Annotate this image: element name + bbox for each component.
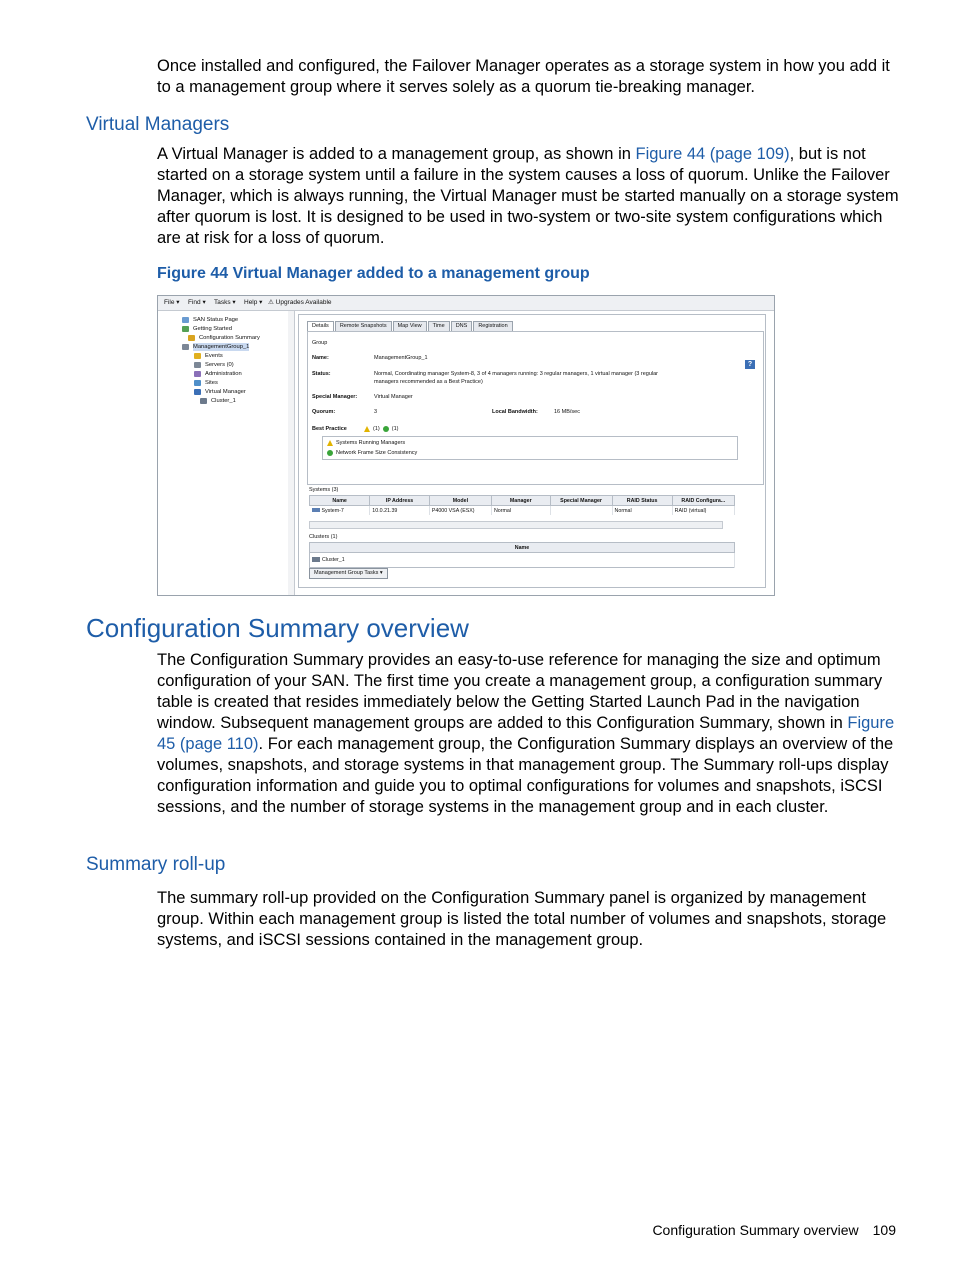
manager-cell: Normal bbox=[491, 506, 550, 516]
config-summary-icon bbox=[188, 335, 195, 341]
systems-header-row bbox=[310, 496, 735, 506]
tab-dns[interactable]: DNS bbox=[451, 321, 473, 331]
nav-management-group[interactable]: ManagementGroup_1 bbox=[193, 344, 250, 350]
figure-44-link[interactable]: Figure 44 (page 109) bbox=[635, 145, 790, 163]
cluster-name: Cluster_1 bbox=[322, 557, 345, 563]
status-label: Status: bbox=[312, 371, 331, 377]
tab-map-view[interactable]: Map View bbox=[393, 321, 427, 331]
tab-time[interactable]: Time bbox=[428, 321, 450, 331]
administration-icon bbox=[194, 371, 201, 377]
clusters-label: Clusters (1) bbox=[309, 534, 338, 540]
systems-table bbox=[309, 495, 735, 515]
figure-caption: Figure 44 Virtual Manager added to a management group bbox=[157, 265, 590, 282]
cluster-name-cell bbox=[310, 553, 735, 568]
summary-rollup-heading: Summary roll-up bbox=[86, 854, 226, 875]
special-manager-value: Virtual Manager bbox=[374, 394, 413, 400]
menu-help[interactable]: Help ▾ bbox=[244, 299, 263, 306]
events-icon bbox=[194, 353, 201, 359]
systems-label: Systems (3) bbox=[309, 487, 339, 493]
name-value: ManagementGroup_1 bbox=[374, 355, 428, 361]
vm-text-1: A Virtual Manager is added to a management group, as shown in bbox=[157, 145, 636, 163]
menu-file[interactable]: File ▾ bbox=[164, 299, 180, 306]
nav-configuration-summary[interactable]: Configuration Summary bbox=[199, 335, 260, 341]
tab-details[interactable]: Details bbox=[307, 321, 334, 331]
system-name: System-7 bbox=[321, 507, 344, 514]
virtual-managers-paragraph bbox=[157, 144, 899, 249]
figure-screenshot bbox=[157, 295, 775, 596]
vm-text-2: , but is not started on a storage system until a failure in the system causes a loss of quorum. Unlike the Failover Manager, which is always running, the Virtual Manager must be started manually on a storage system after quorum is lost. It is designed to be used in two-system or two-site system configurations which are at risk for a loss of quorum. bbox=[157, 145, 899, 247]
tab-registration[interactable]: Registration bbox=[473, 321, 512, 331]
menu-find[interactable]: Find ▾ bbox=[188, 299, 206, 306]
menu-tasks[interactable]: Tasks ▾ bbox=[214, 299, 236, 306]
storage-system-icon bbox=[312, 508, 320, 512]
page-footer bbox=[652, 1222, 896, 1238]
system-name-cell bbox=[310, 506, 370, 516]
systems-horizontal-scrollbar[interactable] bbox=[309, 521, 723, 529]
navigation-tree bbox=[158, 311, 289, 595]
raid-status-cell: Normal bbox=[612, 506, 672, 516]
page-number: 109 bbox=[872, 1222, 896, 1238]
bp-warn-count: (1) bbox=[373, 426, 380, 432]
table-row[interactable] bbox=[310, 553, 735, 568]
status-value-line2: managers recommended as a Best Practice) bbox=[374, 379, 483, 385]
col-raid-configuration[interactable]: RAID Configura... bbox=[672, 496, 734, 506]
clusters-table bbox=[309, 542, 735, 568]
configuration-summary-heading: Configuration Summary overview bbox=[86, 613, 469, 643]
col-model[interactable]: Model bbox=[429, 496, 491, 506]
nav-cluster[interactable]: Cluster_1 bbox=[211, 398, 236, 404]
nav-sites[interactable]: Sites bbox=[205, 380, 218, 386]
sites-icon bbox=[194, 380, 201, 386]
bp-item-label: Systems Running Managers bbox=[336, 440, 406, 446]
nav-events[interactable]: Events bbox=[205, 353, 223, 359]
raid-config-cell: RAID (virtual) bbox=[672, 506, 734, 516]
best-practice-counts bbox=[364, 425, 399, 433]
warning-icon bbox=[364, 426, 370, 432]
bandwidth-value: 16 MB/sec bbox=[554, 409, 580, 415]
details-pane bbox=[298, 314, 766, 588]
special-manager-cell bbox=[550, 506, 612, 516]
col-cluster-name[interactable]: Name bbox=[310, 543, 735, 553]
intro-paragraph: Once installed and configured, the Failover Manager operates as a storage system in how you add it to a management group where it serves solely as a quorum tie-breaking manager. bbox=[157, 57, 890, 96]
cs-text-2: . For each management group, the Configuration Summary displays an overview of the volumes, snapshots, and storage systems in that management group. The Summary roll-ups display configuration information and guide you to optimal configurations for volumes and snapshots, iSCSI sessions, and the number of storage systems in the management group and in each cluster. bbox=[157, 735, 894, 816]
cluster-icon bbox=[312, 557, 320, 562]
san-status-icon bbox=[182, 317, 189, 323]
menu-bar bbox=[158, 296, 774, 311]
figure-45-link[interactable]: Figure 45 (page 110) bbox=[157, 714, 895, 753]
status-value-line1: Normal, Coordinating manager System-8, 3 of 4 managers running: 3 regular managers, 1 virtual manager (3 regular bbox=[374, 371, 659, 377]
bandwidth-label: Local Bandwidth: bbox=[492, 409, 538, 415]
tab-bar bbox=[307, 321, 514, 331]
bp-item-label: Network Frame Size Consistency bbox=[336, 450, 418, 456]
quorum-label: Quorum: bbox=[312, 409, 336, 415]
management-group-tasks-button[interactable]: Management Group Tasks ▾ bbox=[309, 568, 388, 579]
col-ip-address[interactable]: IP Address bbox=[370, 496, 430, 506]
nav-getting-started[interactable]: Getting Started bbox=[193, 326, 232, 332]
configuration-summary-paragraph bbox=[157, 650, 899, 818]
table-row[interactable] bbox=[310, 506, 735, 516]
nav-virtual-manager[interactable]: Virtual Manager bbox=[205, 389, 246, 395]
col-manager[interactable]: Manager bbox=[491, 496, 550, 506]
bp-item-network-frame-size[interactable] bbox=[327, 449, 417, 457]
virtual-managers-heading: Virtual Managers bbox=[86, 114, 230, 135]
getting-started-icon bbox=[182, 326, 189, 332]
ip-cell: 10.0.21.39 bbox=[370, 506, 430, 516]
management-group-icon bbox=[182, 344, 189, 350]
bp-ok-count: (1) bbox=[391, 426, 399, 432]
ok-check-icon bbox=[327, 450, 333, 456]
col-special-manager[interactable]: Special Manager bbox=[550, 496, 612, 506]
tab-remote-snapshots[interactable]: Remote Snapshots bbox=[335, 321, 392, 331]
special-manager-label: Special Manager: bbox=[312, 394, 358, 400]
cs-text-1: The Configuration Summary provides an easy-to-use reference for managing the size and optimum configuration of your SAN. The first time you create a management group, a configuration summary table is created that resides immediately below the Getting Started Launch Pad in the navigation window. Subsequent management groups are added to this Configuration Summary, shown in bbox=[157, 651, 883, 732]
model-cell: P4000 VSA (ESX) bbox=[429, 506, 491, 516]
footer-section-title: Configuration Summary overview bbox=[652, 1222, 859, 1238]
best-practice-label: Best Practice bbox=[312, 426, 347, 432]
warning-icon bbox=[327, 440, 333, 446]
col-raid-status[interactable]: RAID Status bbox=[612, 496, 672, 506]
virtual-manager-icon bbox=[194, 389, 201, 395]
best-practice-list bbox=[322, 436, 738, 460]
clusters-header-row bbox=[310, 543, 735, 553]
nav-administration[interactable]: Administration bbox=[205, 371, 242, 377]
name-label: Name: bbox=[312, 355, 329, 361]
nav-servers[interactable]: Servers (0) bbox=[205, 362, 234, 368]
pane-splitter[interactable] bbox=[288, 311, 295, 595]
menu-upgrades-available[interactable]: ⚠ Upgrades Available bbox=[268, 299, 332, 306]
col-name[interactable]: Name bbox=[310, 496, 370, 506]
help-icon[interactable]: ? bbox=[745, 360, 755, 369]
cluster-icon bbox=[200, 398, 207, 404]
group-panel bbox=[307, 331, 764, 485]
summary-rollup-paragraph: The summary roll-up provided on the Configuration Summary panel is organized by management group. Within each management group is listed the total number of volumes and snapshots, storage systems, and iSCSI sessions contained in the management group. bbox=[157, 889, 887, 949]
group-section-label: Group bbox=[312, 340, 328, 346]
nav-san-status-page[interactable]: SAN Status Page bbox=[193, 317, 239, 323]
quorum-value: 3 bbox=[374, 409, 378, 415]
bp-item-systems-running-managers[interactable] bbox=[327, 439, 405, 447]
ok-check-icon bbox=[383, 426, 389, 432]
servers-icon bbox=[194, 362, 201, 368]
